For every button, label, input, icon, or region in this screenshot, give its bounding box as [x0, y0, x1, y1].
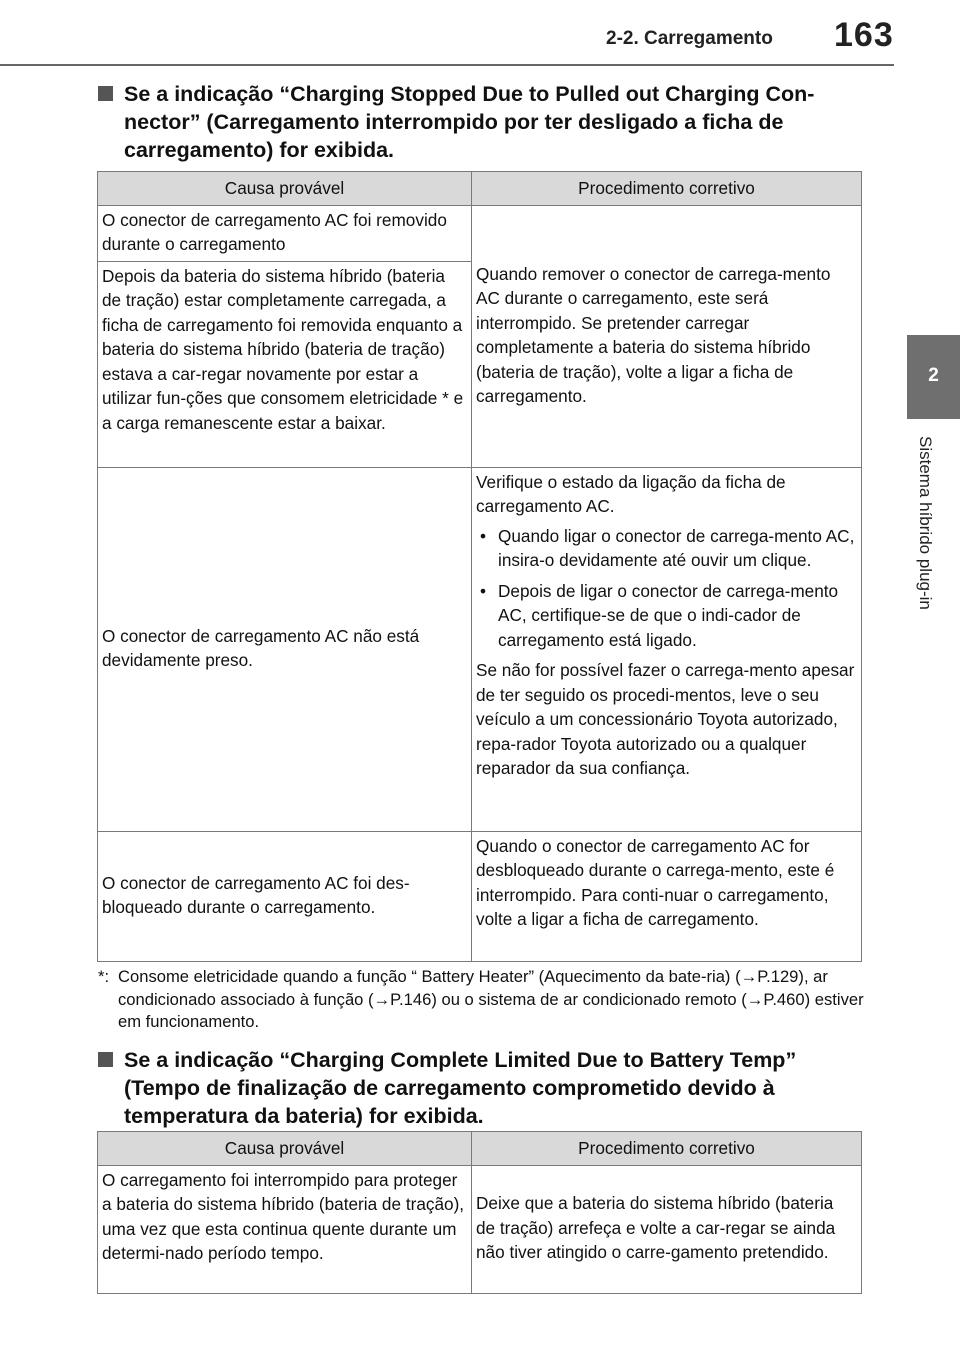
bullet-item: • Depois de ligar o conector de carrega-mento AC, certifique-se de que o indi-cador de carregamento está ligado. — [476, 579, 857, 653]
section-heading-battery-temp — [98, 1046, 868, 1130]
square-bullet-icon — [98, 1052, 113, 1067]
header-remedy: Procedimento corretivo — [472, 172, 862, 206]
cause-cell: O conector de carregamento AC não está devidamente preso. — [98, 467, 472, 831]
page-number: 163 — [834, 16, 894, 54]
chapter-tab — [907, 335, 960, 419]
section-title: 2-2. Carregamento — [606, 28, 773, 49]
chapter-number: 2 — [928, 365, 939, 386]
footnote — [98, 966, 868, 1034]
charging-stopped-table — [97, 171, 862, 962]
header-remedy: Procedimento corretivo — [472, 1132, 862, 1166]
square-bullet-icon — [98, 86, 113, 101]
cause-cell: O conector de carregamento AC foi removido durante o carregamento — [98, 205, 472, 261]
remedy-cell: Deixe que a bateria do sistema híbrido (bateria de tração) arrefeça e volte a car-regar se ainda não tiver atingido o carre-gamento pretendido. — [472, 1165, 862, 1293]
cause-cell: O carregamento foi interrompido para proteger a bateria do sistema híbrido (bateria de tração), uma vez que esta continua quente durante um determi-nado período tempo. — [98, 1165, 472, 1293]
remedy-cell: Quando remover o conector de carrega-mento AC durante o carregamento, este será interrompido. Se pretender carregar completamente a bateria do sistema híbrido (bateria de tração), volte a ligar a ficha de carregamento. — [472, 205, 862, 467]
table-row — [98, 205, 862, 261]
section-heading-charging-stopped — [98, 80, 868, 164]
table-row — [98, 467, 862, 831]
heading-text: Se a indicação “Charging Stopped Due to Pulled out Charging Con-nector” (Carregamento interrompido por ter desligado a ficha de carregamento) for exibida. — [124, 82, 815, 162]
heading-text: Se a indicação “Charging Complete Limited Due to Battery Temp” (Tempo de finalização de carregamento comprometido devido à temperatura da bateria) for exibida. — [124, 1048, 797, 1128]
table-header-row — [98, 172, 862, 206]
header-divider — [0, 64, 894, 66]
remedy-cell: Quando o conector de carregamento AC for desbloqueado durante o carrega-mento, este é interrompido. Para conti-nuar o carregamento, volte a ligar a ficha de carregamento. — [472, 831, 862, 961]
table-row — [98, 831, 862, 961]
table-header-row — [98, 1132, 862, 1166]
remedy-cell — [472, 467, 862, 831]
footnote-text: Consome eletricidade quando a função “ Battery Heater” (Aquecimento da bate-ria) (→P.129), ar condicionado associado à função (→P.146) ou o sistema de ar condicionado remoto (→P.460) estiver em funcionamento. — [118, 967, 864, 1031]
footnote-mark: *: — [98, 967, 110, 986]
bullet-item: • Quando ligar o conector de carrega-mento AC, insira-o devidamente até ouvir um clique. — [476, 524, 857, 573]
header-cause: Causa provável — [98, 1132, 472, 1166]
battery-temp-table — [97, 1131, 862, 1294]
header-cause: Causa provável — [98, 172, 472, 206]
chapter-label: Sistema híbrido plug-in — [916, 436, 935, 610]
cause-cell: O conector de carregamento AC foi des-bloqueado durante o carregamento. — [98, 831, 472, 961]
table-row — [98, 1165, 862, 1293]
remedy-intro: Verifique o estado da ligação da ficha de carregamento AC. — [476, 471, 786, 516]
cause-cell: Depois da bateria do sistema híbrido (bateria de tração) estar completamente carregada, a ficha de carregamento foi removida enquanto a bateria do sistema híbrido (bateria de tração) estava a car-regar novamente por estar a utilizar fun-ções que consomem eletricidade * e a carga remanescente estar a baixar. — [98, 261, 472, 467]
remedy-outro: Se não for possível fazer o carrega-mento apesar de ter seguido os procedi-mentos, leve o seu veículo a um concessionário Toyota autorizado, repa-rador Toyota autorizado ou a qualquer reparador da sua confiança. — [476, 660, 855, 778]
